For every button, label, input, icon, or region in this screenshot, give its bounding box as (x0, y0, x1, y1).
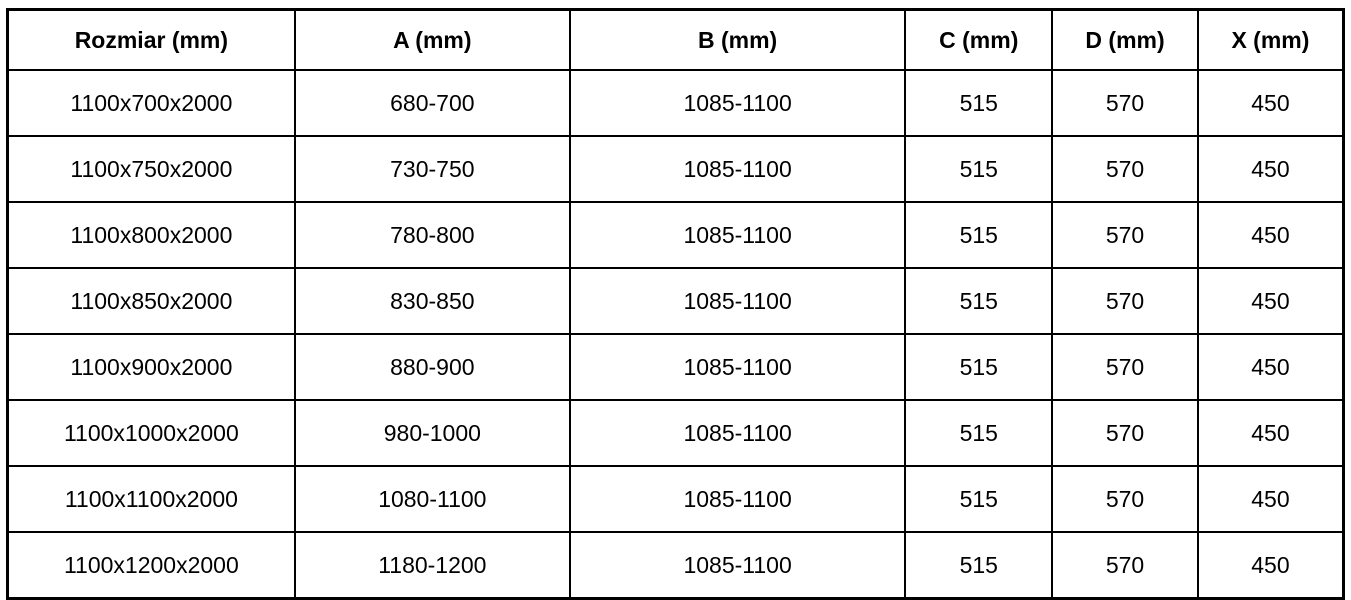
cell-rozmiar: 1100x900x2000 (8, 334, 295, 400)
cell-x: 450 (1198, 202, 1344, 268)
cell-x: 450 (1198, 400, 1344, 466)
table-row (8, 202, 1344, 268)
cell-c: 515 (905, 268, 1052, 334)
table-row (8, 268, 1344, 334)
table-row (8, 70, 1344, 136)
cell-a: 1080-1100 (295, 466, 570, 532)
cell-a: 880-900 (295, 334, 570, 400)
table-row (8, 400, 1344, 466)
cell-c: 515 (905, 400, 1052, 466)
header-row (8, 10, 1344, 71)
cell-x: 450 (1198, 532, 1344, 599)
table-row (8, 334, 1344, 400)
cell-c: 515 (905, 334, 1052, 400)
cell-c: 515 (905, 532, 1052, 599)
column-header-a: A (mm) (295, 10, 570, 71)
cell-b: 1085-1100 (570, 532, 905, 599)
cell-d: 570 (1052, 202, 1198, 268)
column-header-d: D (mm) (1052, 10, 1198, 71)
cell-rozmiar: 1100x850x2000 (8, 268, 295, 334)
cell-x: 450 (1198, 268, 1344, 334)
cell-a: 730-750 (295, 136, 570, 202)
cell-d: 570 (1052, 334, 1198, 400)
cell-x: 450 (1198, 466, 1344, 532)
cell-x: 450 (1198, 136, 1344, 202)
cell-a: 1180-1200 (295, 532, 570, 599)
table-row (8, 532, 1344, 599)
cell-a: 680-700 (295, 70, 570, 136)
cell-b: 1085-1100 (570, 466, 905, 532)
cell-rozmiar: 1100x700x2000 (8, 70, 295, 136)
cell-d: 570 (1052, 268, 1198, 334)
cell-a: 830-850 (295, 268, 570, 334)
cell-a: 780-800 (295, 202, 570, 268)
cell-x: 450 (1198, 334, 1344, 400)
cell-d: 570 (1052, 136, 1198, 202)
cell-d: 570 (1052, 532, 1198, 599)
cell-c: 515 (905, 466, 1052, 532)
cell-b: 1085-1100 (570, 268, 905, 334)
column-header-b: B (mm) (570, 10, 905, 71)
cell-d: 570 (1052, 70, 1198, 136)
column-header-rozmiar: Rozmiar (mm) (8, 10, 295, 71)
cell-rozmiar: 1100x1000x2000 (8, 400, 295, 466)
table-row (8, 136, 1344, 202)
cell-rozmiar: 1100x800x2000 (8, 202, 295, 268)
cell-rozmiar: 1100x750x2000 (8, 136, 295, 202)
column-header-c: C (mm) (905, 10, 1052, 71)
table-row (8, 466, 1344, 532)
cell-d: 570 (1052, 466, 1198, 532)
size-spec-table (6, 8, 1345, 600)
cell-b: 1085-1100 (570, 136, 905, 202)
cell-x: 450 (1198, 70, 1344, 136)
table-body (8, 70, 1344, 599)
cell-d: 570 (1052, 400, 1198, 466)
column-header-x: X (mm) (1198, 10, 1344, 71)
cell-a: 980-1000 (295, 400, 570, 466)
cell-b: 1085-1100 (570, 400, 905, 466)
cell-rozmiar: 1100x1200x2000 (8, 532, 295, 599)
cell-c: 515 (905, 70, 1052, 136)
cell-b: 1085-1100 (570, 334, 905, 400)
cell-rozmiar: 1100x1100x2000 (8, 466, 295, 532)
cell-c: 515 (905, 136, 1052, 202)
cell-b: 1085-1100 (570, 202, 905, 268)
cell-b: 1085-1100 (570, 70, 905, 136)
cell-c: 515 (905, 202, 1052, 268)
